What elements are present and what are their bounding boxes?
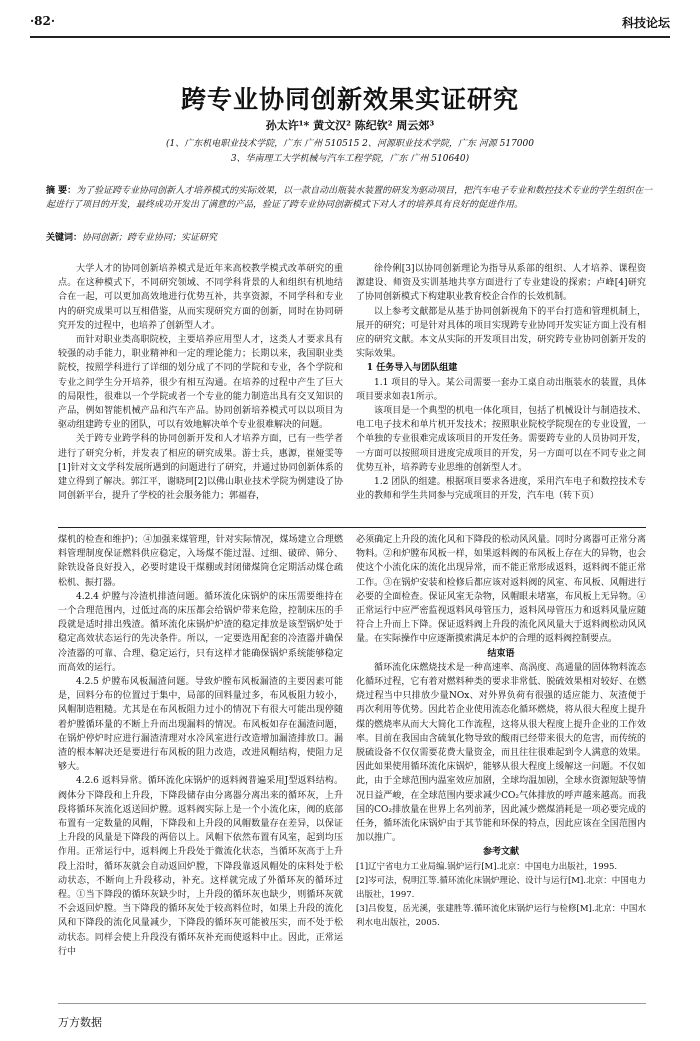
section-divider — [58, 527, 646, 528]
paragraph: 1.1 项目的导入。某公司需要一套办工桌自动出瓶装水的装置，具体项目要求如表1所示。 — [356, 377, 646, 402]
keywords — [46, 230, 656, 243]
abstract — [46, 184, 656, 212]
affiliation-line: (1、广东机电职业技术学院，广东 广州 510515 2、河源职业技术学院，广东 河源 517000 — [166, 139, 534, 149]
abstract-label: 摘 要： — [46, 186, 77, 196]
page-header — [30, 14, 670, 38]
footer-watermark: 万方数据 — [58, 1016, 102, 1029]
paragraph: 以上参考文献都是从基于协同创新视角下的平台打造和管理机制上，展开的研究；可是针对具体的项目实现跨专业协同开发实证方面上没有相应的研究文献。本文从实际的开发项目出发，研究跨专业协同创新开发的实际效果。 — [356, 306, 646, 360]
paragraph: 循环流化床燃烧技术是一种高速率、高涡度、高通量的固体物料流态化循环过程，它有着对燃料种类的要求非常低、脱硫效果相对较好、在燃烧过程当中只排放少量NOx、对外界负荷有很强的适应能力、灰渣便于再次利用等优势。因此若企业使用流态化循环燃烧，将从很大程度上提升煤的燃烧率从而大大简化工作流程，这将从很大程度上提升企业的工作效率。目前在我国由含硫氧化物导致的酸雨已经带来很大的危害，而传统的脱硫设备不仅仅需要花费大量资金，而且往往很难起到令人满意的效果。因此如果使用循环流化床锅炉，能够从很大程度上缓解这一问题。不仅如此，由于全球范围内温室效应加剧，全球均温加剧，全球水资源短缺等情况日益严峻，在全球范围内要求减少CO₂气体排放的呼声越来越高。而我国的CO₂排放量在世界上名列前茅，因此减少燃煤消耗是一项必要完成的任务，循环流化床锅炉由于其节能和环保的特点，因此应该在全国范围内加以推广。 — [356, 662, 646, 844]
paragraph: 4.2.4 炉膛与冷渣机排渣问题。循环流化床锅炉的床压需要维持在一个合理范围内，过低过高的床压都会给锅炉带来危险，控制床压的手段就是适时排出残渣。循环流化床锅炉炉渣的稳定排放是该型锅炉处于稳定高效状态运行的先决条件。所以，一定要选用配套的冷渣器并确保冷渣器的可靠、合理、稳定运行，只有这样才能确保锅炉系统能够稳定而高效的运行。 — [58, 591, 343, 673]
paragraph: 徐伶俐[3]以协同创新理论为指导从系部的组织、人才培养、课程资源建设、师资及实训基地共享方面进行了专业建设的探索；卢峰[4]研究了协同创新模式下构建职业教育校企合作的长效机制。 — [356, 264, 646, 303]
paragraph: 而针对职业类高职院校，主要培养应用型人才，这类人才要求具有较强的动手能力，职业精神和一定的理论能力；长期以来，我国职业类院校，按照学科进行了详细的划分成了不同的学院和专业，各个学院和专业之间学生分开培养，很少有相互沟通。在培养的过程中产生了巨大的局限性，很难以一个学院或者一个专业的能力制造出具有交叉知识的产品，例如智能机械产品和汽车产品。协同创新培养模式可以以项目为驱动组建跨专业的团队，可以有效地解决单个专业很难解决的问题。 — [58, 335, 343, 431]
column-2 — [356, 262, 646, 503]
column-3 — [58, 533, 343, 959]
journal-name: 科技论坛 — [621, 16, 670, 30]
page-footer — [58, 1003, 646, 1029]
abstract-text: 为了验证跨专业协同创新人才培养模式的实际效果，以一款自动出瓶装水装置的研发为驱动项目，把汽车电子专业和数控技术专业的学生组织在一起进行了项目的开发，最终成功开发出了满意的产品，验证了跨专业协同创新模式下对人才的培养具有良好的促进作用。 — [46, 186, 653, 210]
paragraph: 4.2.6 返料异常。循环流化床锅炉的返料阀普遍采用J型返料结构。阀体分下降段和上升段，下降段储存由分离器分离出来的循环灰，上升段将循环灰流化返送回炉膛。返料阀实际上是一个小流化床，阀的底部布置有一定数量的风帽，下降段和上升段的风帽数量存在差异，以保证上升段的风量是下降段的两倍以上。风帽下依然布置有风室，起到均压作用。正常运行中，返料阀上升段处于微流化状态，当循环灰高于上升段上沿时，循环灰就会自动返回炉膛，下降段靠返风帽处的床料处于松动状态，不断向上升段移动，补充。这样就完成了外循环灰的循环过程。①当下降段的循环灰缺少时，上升段的循环灰也缺少，则循环灰就不会返回炉膛。当下降段的循环灰处于较高料位时，如果上升段的流化风和下降段的流化风量减少，下降段的循环灰可能被压实，而不处于松动状态。同样会使上升段没有循环灰补充而使返料中止。因此，正常运行中 — [58, 776, 343, 957]
page-number: ·82· — [30, 14, 56, 28]
reference-item: [1]辽宁省电力工业局编.锅炉运行[M].北京：中国电力出版社，1995. — [356, 861, 618, 872]
reference-item: [2]岑可法，倪明江等.循环流化床锅炉理论、设计与运行[M].北京：中国电力出版社，1997. — [356, 875, 646, 901]
author-list: 孙太许¹* 黄文汉² 陈纪钦² 周云郊³ — [265, 119, 435, 132]
conclusion-heading: 结束语 — [487, 648, 515, 659]
column-4 — [356, 533, 646, 931]
paragraph: 大学人才的协同创新培养模式是近年来高校教学模式改革研究的重点。在这种模式下，不同研究领域、不同学科背景的人和组织有机地结合在一起，可以更加高效地进行优势互补，共享资源，不同学科和专业内的研究成果可以互相借鉴，从而实现研究方面的创新，同时在协同研究开发的过程中，也培养了创新型人才。 — [58, 264, 343, 331]
column-1 — [58, 262, 343, 503]
reference-item: [3]吕俊复，岳光溪，张建胜等.循环流化床锅炉运行与检修[M].北京：中国水利水电出版社，2005. — [356, 904, 646, 929]
affiliation-line: 3、华南理工大学机械与汽车工程学院，广东 广州 510640) — [230, 154, 470, 164]
paragraph: 必须确定上升段的流化风和下降段的松动风风量。同时分离器可正常分离物料。②和炉膛布风板一样，如果返料阀的布风板上存在大的异物，也会使这个小流化床的流化出现异常，而不能正常形成返料，返料阀不能正常工作。③在锅炉安装和检修后都应该对返料阀的风室、布风板、风帽进行必要的全面检查。保证风室无杂物，风帽眼未堵塞，布风板上无异物。④正常运行中应严密监视返料风母管压力，返料风母管压力和返料风量应随符合上升而上下降。保证返料阀上升段的流化风风量大于返料阀松动风风量。在实际操作中应逐渐摸索满足本炉的合理的返料阀控制要点。 — [356, 535, 646, 645]
paragraph: 煤机的检查和维护)；④加强来煤管理，针对实际情况，煤场建立合理燃料管理制度保证燃料供应稳定，入场煤不能过湿、过细、破碎、筛分、除铁设备良好投入，必要时建设干煤棚或封闭储煤筒仓定期活动煤仓疏松机、振打器。 — [58, 535, 343, 588]
references-heading: 参考文献 — [482, 847, 519, 858]
article-title: 跨专业协同创新效果实证研究 — [180, 85, 519, 114]
paragraph: 1.2 团队的组建。根据项目要求各进度，采用汽车电子和数控技术专业的教师和学生共同参与完成项目的开发，汽车电（转下页） — [356, 477, 646, 502]
paragraph: 4.2.5 炉膛布风板漏渣问题。导致炉膛布风板漏渣的主要因素可能是，回料分布的位置过于集中，局部的回料量过多，布风板阻力较小，风帽制造粗糙。尤其是在布风板阻力过小的情况下有很大可能出现停随着炉膛循环量的不断上升而出现漏料的情况。布风板如存在漏渣问题，在锅炉停炉时应进行漏渣清理对水冷风室进行改造增加漏渣排放口。漏渣的根本解决还是要进行布风板的阻力改造，改进风帽结构，使阻力足够大。 — [58, 677, 343, 773]
paragraph: 该项目是一个典型的机电一体化项目，包括了机械设计与制造技术、电工电子技术和单片机开发技术；按照职业院校学院现在的专业设置，一个单独的专业很难完成该项目的开发任务。需要跨专业的人员协同开发，一方面可以按照项目进度完成项目的开发，另一方面可以在不同专业之间优势互补，培养跨专业思维的创新型人才。 — [356, 406, 646, 473]
section-heading: 1 任务导入与团队组建 — [366, 363, 458, 374]
paragraph: 关于跨专业跨学科的协同创新开发和人才培养方面，已有一些学者进行了研究分析，并发表了相应的研究成果。游士兵，惠源，崔娅雯等[1]针对文文学科发展所遇到的问题进行了研究，并通过协同创新体系的建立得到了解决。郭江平，谢晓珂[2]以佛山职业技术学院为例建设了协同创新平台，提升了学校的社会服务能力；郭福春， — [58, 434, 343, 502]
keywords-label: 关键词： — [46, 233, 83, 243]
keywords-text: 协同创新；跨专业协同；实证研究 — [82, 233, 218, 243]
